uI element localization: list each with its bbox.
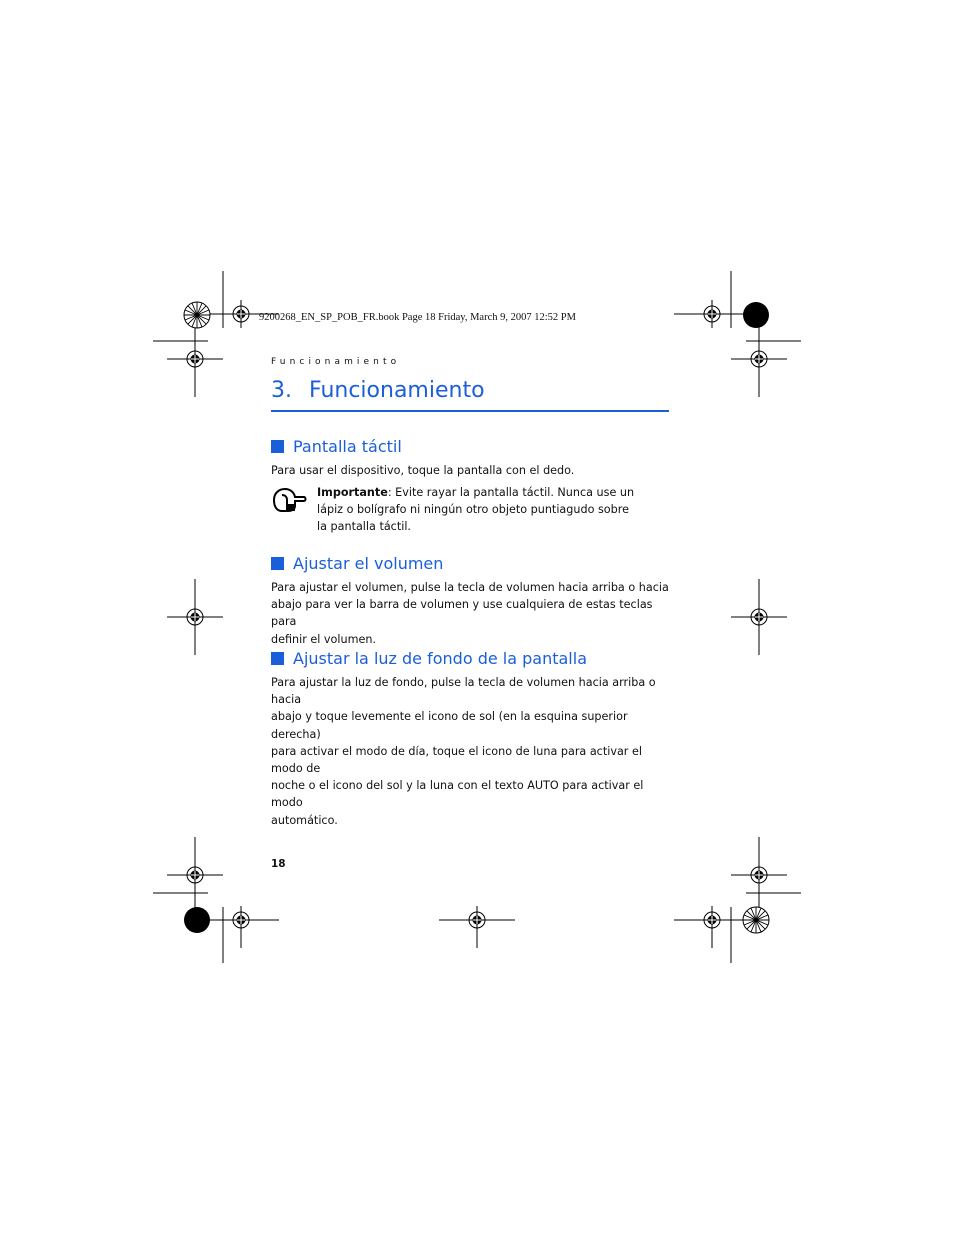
square-bullet-icon: [271, 652, 284, 665]
note-line: la pantalla táctil.: [317, 520, 411, 534]
body-line: abajo y toque levemente el icono de sol (en la esquina superior derecha): [271, 710, 628, 741]
chapter-number: 3.: [271, 378, 292, 403]
section-heading-pantalla: [271, 437, 402, 456]
section-body: [271, 579, 671, 648]
square-bullet-icon: [271, 557, 284, 570]
section-title: Ajustar la luz de fondo de la pantalla: [293, 649, 587, 668]
body-line: noche o el icono del sol y la luna con el texto AUTO para activar el modo: [271, 779, 644, 810]
body-line: abajo para ver la barra de volumen y use cualquiera de estas teclas para: [271, 598, 653, 629]
chapter-heading: [271, 378, 669, 412]
section-heading-volumen: [271, 554, 443, 573]
page-number: 18: [271, 858, 286, 870]
important-note: [317, 484, 637, 536]
section-body: [271, 674, 671, 829]
body-line: definir el volumen.: [271, 632, 377, 646]
print-slug: 9200268_EN_SP_POB_FR.book Page 18 Friday, March 9, 2007 12:52 PM: [259, 312, 576, 323]
chapter-title: Funcionamiento: [309, 378, 485, 403]
body-line: Para ajustar el volumen, pulse la tecla de volumen hacia arriba o hacia: [271, 581, 669, 594]
body-line: automático.: [271, 813, 338, 827]
section-title: Pantalla táctil: [293, 437, 402, 456]
note-line: lápiz o bolígrafo ni ningún otro objeto puntiagudo sobre: [317, 503, 629, 517]
body-line: Para ajustar la luz de fondo, pulse la tecla de volumen hacia arriba o hacia: [271, 676, 656, 707]
section-title: Ajustar el volumen: [293, 554, 444, 573]
section-heading-luz-de-fondo: [271, 649, 587, 668]
note-label: Importante: [317, 486, 388, 499]
hand-pointing-icon: [271, 486, 307, 514]
note-line: : Evite rayar la pantalla táctil. Nunca use un: [387, 486, 635, 499]
square-bullet-icon: [271, 440, 284, 453]
running-header: Funcionamiento: [271, 357, 401, 367]
section-body: Para usar el dispositivo, toque la pantalla con el dedo.: [271, 464, 575, 477]
body-line: para activar el modo de día, toque el icono de luna para activar el modo de: [271, 744, 642, 776]
